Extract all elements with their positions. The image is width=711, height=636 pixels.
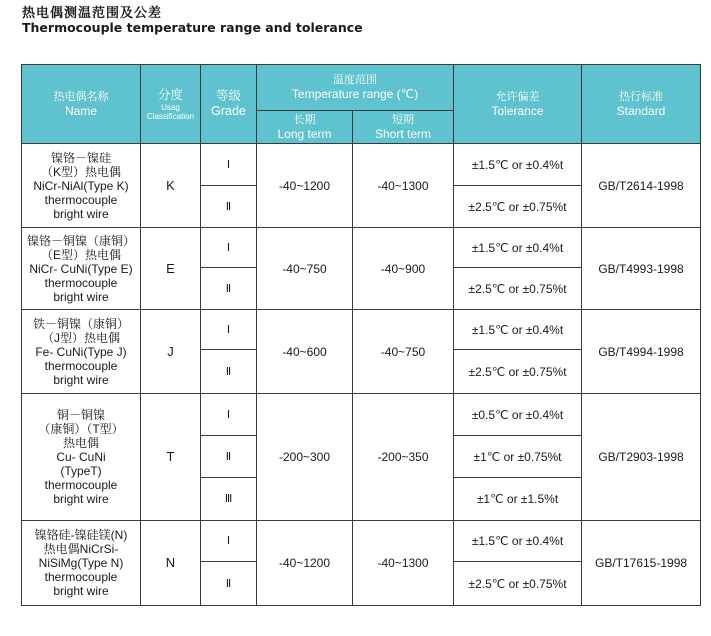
row-n-name-line: 镍铬硅-镍硅镁(N)	[34, 528, 128, 542]
header-range-cn: 温度范围	[333, 74, 377, 86]
header-long-en: Long term	[277, 126, 332, 141]
row-k-name-line: thermocouple	[44, 192, 118, 207]
header-long-term	[257, 111, 353, 144]
row-k-code: K	[141, 144, 201, 228]
row-n-name	[22, 521, 141, 606]
page-title-cn: 热电偶测温范围及公差	[22, 6, 163, 21]
row-k-standard: GB/T2614-1998	[582, 144, 701, 228]
row-e-name-line: thermocouple	[44, 275, 118, 290]
row-k-long-term: -40~1200	[257, 144, 353, 228]
header-grade	[201, 65, 257, 144]
row-t-standard: GB/T2903-1998	[582, 394, 701, 521]
row-e-standard: GB/T4993-1998	[582, 228, 701, 310]
row-n-name-line: thermocouple	[44, 570, 118, 584]
row-n-name-line: NiSiMg(Type N)	[38, 556, 124, 570]
thermocouple-table	[21, 64, 701, 606]
header-long-cn: 长期	[293, 113, 316, 126]
row-j-code: J	[141, 310, 201, 394]
row-n-tolerance-1: ±1.5℃ or ±0.4%t	[454, 521, 582, 562]
row-n-standard: GB/T17615-1998	[582, 521, 701, 606]
header-tolerance	[454, 65, 582, 144]
row-n-grade-2: Ⅱ	[201, 562, 257, 606]
row-n-tolerance-2: ±2.5℃ or ±0.75%t	[454, 562, 582, 606]
row-n-short-term: -40~1300	[353, 521, 454, 606]
row-t-name-line: Cu- CuNi	[56, 450, 106, 464]
header-range-en: Temperature range (℃)	[291, 87, 419, 101]
row-k-name-line: bright wire	[53, 206, 109, 221]
header-name	[22, 65, 141, 144]
header-name-cn: 热电偶名称	[53, 90, 109, 103]
row-t-name-line: 热电偶	[62, 436, 99, 450]
row-e-name-line: （E型）热电偶	[40, 247, 121, 262]
row-j-grade-2: Ⅱ	[201, 350, 257, 394]
row-t-name-line: bright wire	[53, 492, 109, 506]
row-k-grade-1: Ⅰ	[201, 144, 257, 186]
row-j-name	[22, 310, 141, 394]
row-t-tolerance-2: ±1℃ or ±0.75%t	[454, 436, 582, 478]
row-k-name-line: NiCr-NiAl(Type K)	[33, 178, 129, 193]
row-j-tolerance-1: ±1.5℃ or ±0.4%t	[454, 310, 582, 350]
row-e-code: E	[141, 228, 201, 310]
row-e-short-term: -40~900	[353, 228, 454, 310]
row-t-name-line: （康铜）（T型）	[38, 422, 124, 436]
row-e-grade-2: Ⅱ	[201, 268, 257, 310]
header-tol-en: Tolerance	[491, 103, 544, 118]
row-t-long-term: -200~300	[257, 394, 353, 521]
row-t-code: T	[141, 394, 201, 521]
row-e-long-term: -40~750	[257, 228, 353, 310]
row-j-name-line: 铁－铜镍（康铜）	[32, 316, 129, 331]
row-k-tolerance-2: ±2.5℃ or ±0.75%t	[454, 186, 582, 228]
row-t-tolerance-1: ±0.5℃ or ±0.4%t	[454, 394, 582, 436]
header-short-term	[353, 111, 454, 144]
row-e-name	[22, 228, 141, 310]
row-j-grade-1: Ⅰ	[201, 310, 257, 350]
header-name-en: Name	[64, 103, 97, 118]
row-t-grade-3: Ⅲ	[201, 478, 257, 521]
header-short-en: Short term	[375, 126, 432, 141]
row-j-name-line: Fe- CuNi(Type J)	[35, 344, 127, 359]
header-std-cn: 热行标准	[619, 90, 664, 103]
row-n-long-term: -40~1200	[257, 521, 353, 606]
row-j-short-term: -40~750	[353, 310, 454, 394]
header-grade-cn: 等级	[215, 89, 241, 103]
row-n-grade-1: Ⅰ	[201, 521, 257, 562]
title-block	[22, 6, 363, 35]
header-usage	[141, 65, 201, 144]
row-j-tolerance-2: ±2.5℃ or ±0.75%t	[454, 350, 582, 394]
row-n-code: N	[141, 521, 201, 606]
row-t-grade-1: Ⅰ	[201, 394, 257, 436]
row-e-name-line: 镍铬－铜镍（康铜）	[26, 233, 135, 248]
header-range	[257, 65, 454, 111]
row-j-name-line: （J型）热电偶	[41, 330, 120, 345]
header-short-cn: 短期	[392, 113, 414, 126]
row-e-tolerance-2: ±2.5℃ or ±0.75%t	[454, 268, 582, 310]
row-j-standard: GB/T4994-1998	[582, 310, 701, 394]
header-standard	[582, 65, 701, 144]
row-t-name	[22, 394, 141, 521]
header-std-en: Standard	[616, 103, 666, 118]
row-k-name	[22, 144, 141, 228]
header-grade-en: Grade	[211, 104, 246, 118]
row-e-tolerance-1: ±1.5℃ or ±0.4%t	[454, 228, 582, 268]
header-usage-en: Usag Classification	[146, 102, 195, 121]
row-t-name-line: 铜－铜镍	[56, 408, 105, 422]
row-k-grade-2: Ⅱ	[201, 186, 257, 228]
row-e-name-line: NiCr- CuNi(Type E)	[29, 261, 133, 276]
row-t-name-line: (TypeT)	[60, 464, 102, 478]
row-k-tolerance-1: ±1.5℃ or ±0.4%t	[454, 144, 582, 186]
page-title-en: Thermocouple temperature range and tolerance	[22, 20, 363, 35]
row-k-name-line: （K型）热电偶	[40, 164, 121, 179]
row-t-tolerance-3: ±1℃ or ±1.5%t	[454, 478, 582, 521]
row-n-name-line: bright wire	[53, 584, 109, 598]
row-t-grade-2: Ⅱ	[201, 436, 257, 478]
header-tol-cn: 允许偏差	[495, 90, 540, 103]
row-j-name-line: bright wire	[53, 372, 109, 387]
row-k-short-term: -40~1300	[353, 144, 454, 228]
row-j-long-term: -40~600	[257, 310, 353, 394]
row-t-short-term: -200~350	[353, 394, 454, 521]
row-n-name-line: 热电偶NiCrSi-	[43, 542, 119, 556]
row-e-grade-1: Ⅰ	[201, 228, 257, 268]
row-j-name-line: thermocouple	[44, 358, 118, 373]
row-k-name-line: 镍铬－镍硅	[50, 150, 111, 165]
row-e-name-line: bright wire	[53, 289, 109, 304]
header-usage-cn: 分度	[157, 87, 183, 102]
row-t-name-line: thermocouple	[44, 478, 118, 492]
